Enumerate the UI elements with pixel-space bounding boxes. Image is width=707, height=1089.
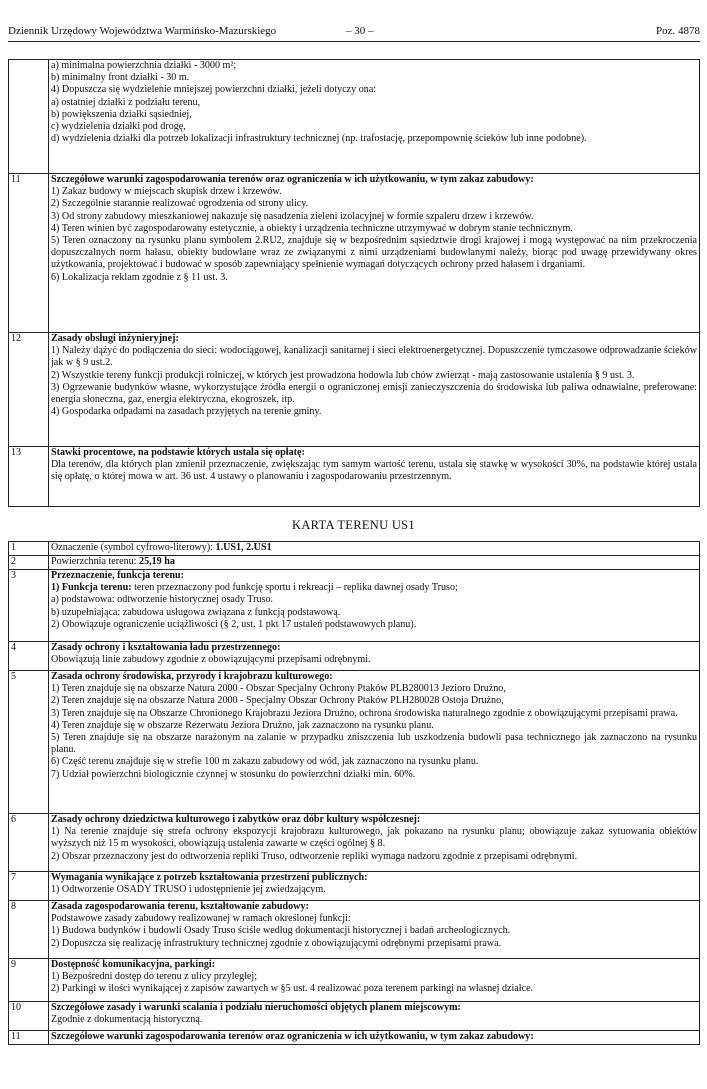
row-line: c) wydzielenia działki pod drogę, <box>51 121 186 133</box>
row-paragraph: d) wydzielenia działki dla potrzeb lokalizacji infrastruktury technicznej (np. trafostację, przepompownię ścieków lub inne podobne). <box>51 133 587 145</box>
row-content <box>49 174 700 333</box>
row-content <box>49 814 700 872</box>
table-row <box>9 642 700 671</box>
row-number: 9 <box>9 959 49 1002</box>
row-heading: Dostępność komunikacyjna, parkingi: <box>51 959 216 970</box>
table-row <box>9 959 700 1002</box>
row-number: 3 <box>9 570 49 642</box>
row-paragraph: Zgodnie z dokumentacją historyczną. <box>51 1014 203 1026</box>
row-paragraph: 5) Teren znajduje się na obszarze narażonym na zalanie w przypadku zniszczenia lub uszkodzenia budowli pasa technicznego jak zaznaczono na rysunku planu. <box>51 732 697 756</box>
row-number <box>9 60 49 174</box>
row-heading: Wymagania wynikające z potrzeb kształtowania przestrzeni publicznych: <box>51 872 368 883</box>
row-number: 11 <box>9 174 49 333</box>
row-content <box>49 671 700 814</box>
row-paragraph: 3) Teren znajduje się na Obszarze Chronionego Krajobrazu Jeziora Drużno, ochrona środowiska naturalnego zgodnie z obowiązującymi przepisami prawa. <box>51 707 678 719</box>
position-number: Poz. 4878 <box>656 25 700 37</box>
table-row <box>9 1031 700 1045</box>
row-content <box>49 901 700 959</box>
row-paragraph: 4) Teren znajduje się w obszarze Rezerwatu Jeziora Drużno, jak zaznaczono na rysunku planu. <box>51 719 434 731</box>
row-paragraph: 4) Gospodarka odpadami na zasadach przyjętych na terenie gminy. <box>51 406 322 418</box>
row-heading: Zasady ochrony i kształtowania ładu przestrzennego: <box>51 642 281 653</box>
row-paragraph: 2) Szczególnie starannie realizować ogrodzenia od strony ulicy. <box>51 198 309 210</box>
page-header <box>8 24 700 38</box>
row-paragraph: Dla terenów, dla których plan zmienił przeznaczenie, zwiększając tym samym wartość terenu, ustala się stawkę w wysokości 30%, na podstawie której ustala się opłatę, o której mowa w art. 36 ust. 4 ustawy o planowaniu i zagospodarowaniu przestrzennym. <box>51 459 697 483</box>
row-paragraph: 5) Teren oznaczony na rysunku planu symbolem 2.RU2, znajduje się w bezpośrednim sąsiedztwie drogi krajowej i mogą występować na nim przekroczenia dopuszczalnych norm hałasu, obiekty budowlane wraz ze związanymi z nimi urządzeniami budowlanymi należy, biorąc pod uwagę przewidywany okres użytkowania, projektować i budować w sposób zapewniający spełnienie wymagań dotyczących ochrony przed hałasem i drganiami. <box>51 235 697 271</box>
row-paragraph: 7) Udział powierzchni biologicznie czynnej w stosunku do powierzchni działki min. 60%. <box>51 768 416 780</box>
row-line: b) minimalny front działki - 30 m. <box>51 72 190 84</box>
row-paragraph: Obowiązują linie zabudowy zgodnie z obowiązującymi przepisami odrębnymi. <box>51 654 371 666</box>
row-paragraph <box>51 582 697 594</box>
row-number: 6 <box>9 814 49 872</box>
row-paragraph: 3) Ogrzewanie budynków własne, wykorzystujące źródła energii o ograniczonej emisji zanieczyszczenia do środowiska lub paliwa odnawialne, preferowane: energia słoneczna, gaz, energia elektryczna, ekogroszek, itp. <box>51 381 697 406</box>
row-paragraph: 2) Parkingi w ilości wynikającej z zapisów zawartych w §5 ust. 4 realizować poza terenem parkingi na własnej działce. <box>51 983 534 995</box>
row-heading: Szczegółowe warunki zagospodarowania terenów oraz ograniczenia w ich użytkowaniu, w tym zakaz zabudowy: <box>51 174 534 185</box>
table-row <box>9 671 700 814</box>
row-number: 11 <box>9 1031 49 1045</box>
row-heading: Zasady obsługi inżynieryjnej: <box>51 333 179 344</box>
table-row <box>9 814 700 872</box>
row-content <box>49 570 700 642</box>
table-row <box>9 556 700 570</box>
row-label: Powierzchnia terenu: <box>51 556 140 567</box>
row-paragraph: 6) Lokalizacja reklam zgodnie z § 11 ust. 3. <box>51 271 228 283</box>
row-paragraph: 6) Część terenu znajduje się w strefie 100 m zakazu zabudowy od wód, jak zaznaczono na rysunku planu. <box>51 756 479 768</box>
row-value: 25,19 ha <box>139 556 175 567</box>
row-paragraph: 2) Dopuszcza się realizację infrastruktury technicznej zgodnie z obowiązującymi odrębnymi przepisami prawa. <box>51 937 502 949</box>
row-paragraph: b) uzupełniająca: zabudowa usługowa związana z funkcją podstawową. <box>51 606 341 618</box>
row-number: 7 <box>9 872 49 901</box>
row-heading: Stawki procentowe, na podstawie których ustala się opłatę: <box>51 447 305 458</box>
row-number: 5 <box>9 671 49 814</box>
row-heading: Szczegółowe warunki zagospodarowania terenów oraz ograniczenia w ich użytkowaniu, w tym zakaz zabudowy: <box>51 1031 534 1042</box>
row-paragraph: 2) Wszystkie tereny funkcji produkcji rolniczej, w których jest prowadzona hodowla lub chów zwierząt - mają zastosowanie ustalenia § 9 ust. 3. <box>51 369 635 381</box>
row-heading: Zasady ochrony dziedzictwa kulturowego i zabytków oraz dóbr kultury współczesnej: <box>51 814 421 825</box>
row-content <box>49 333 700 447</box>
row-content <box>49 959 700 1002</box>
row-content <box>49 60 700 174</box>
table-row <box>9 542 700 556</box>
table-row <box>9 570 700 642</box>
table-row <box>9 174 700 333</box>
row-number: 1 <box>9 542 49 556</box>
row-line: b) powiększenia działki sąsiedniej, <box>51 108 192 120</box>
row-paragraph: 1) Budowa budynków i budowli Osady Truso ściśle według dokumentacji historycznej i badań archeologicznych. <box>51 925 511 937</box>
row-content <box>49 872 700 901</box>
row-content <box>49 542 700 556</box>
row-paragraph: 1) Na terenie znajduje się strefa ochrony ekspozycji krajobrazu kulturowego, jak pokazano na rysunku planu; obowiązuje zakaz sytuowania obiektów wyższych niż 15 m wysokości, obowiązują ustalenia zawarte w części ogólnej § 8. <box>51 826 697 850</box>
row-number: 13 <box>9 447 49 507</box>
table-row <box>9 447 700 507</box>
row-lead: 1) Funkcja terenu: <box>51 582 132 594</box>
table-row <box>9 1002 700 1031</box>
row-paragraph: 1) Należy dążyć do podłączenia do sieci: wodociągowej, kanalizacji sanitarnej i sieci elektroenergetycznej. Dopuszczenie tymczasowe odprowadzanie ścieków jak w § 9 ust.2. <box>51 345 697 369</box>
row-paragraph: 3) Od strony zabudowy mieszkaniowej nakazuje się nasadzenia zieleni izolacyjnej w formie szpaleru drzew i krzewów. <box>51 210 534 222</box>
section-title: KARTA TERENU US1 <box>292 518 415 532</box>
row-content <box>49 1002 700 1031</box>
row-line: 4) Dopuszcza się wydzielenie mniejszej powierzchni działki, jeżeli dotyczy ona: <box>51 84 377 96</box>
row-paragraph: 1) Teren znajduje się na obszarze Natura 2000 - Obszar Specjalny Ochrony Ptaków PLB280013 Jezioro Drużno, <box>51 683 506 695</box>
table-row <box>9 901 700 959</box>
row-number: 4 <box>9 642 49 671</box>
row-heading: Przeznaczenie, funkcja terenu: <box>51 570 184 581</box>
table-row <box>9 60 700 174</box>
row-paragraph: 2) Obowiązuje ograniczenie uciążliwości (§ 2, ust. 1 pkt 17 ustaleń podstawowych planu). <box>51 618 417 630</box>
row-lead-rest: teren przeznaczony pod funkcję sportu i rekreacji – replika dawnej osady Truso; <box>131 582 458 594</box>
row-content <box>49 447 700 507</box>
row-paragraph: 2) Obszar przeznaczony jest do odtworzenia repliki Truso, odtworzenie repliki wymaga nadzoru zgodnie z przepisami odrębnymi. <box>51 850 578 862</box>
journal-title: Dziennik Urzędowy Województwa Warmińsko-Mazurskiego <box>8 25 277 37</box>
row-number: 8 <box>9 901 49 959</box>
row-content <box>49 1031 700 1045</box>
row-content <box>49 642 700 671</box>
row-paragraph: 2) Teren znajduje się na obszarze Natura 2000 - Specjalny Obszar Ochrony Ptaków PLH280028 Ostoja Drużno, <box>51 695 504 707</box>
site-card-table <box>8 541 700 1045</box>
header-rule <box>8 41 700 42</box>
row-line: a) ostatniej działki z podziału terenu, <box>51 96 201 108</box>
row-paragraph: 1) Bezpośredni dostęp do terenu z ulicy przyległej; <box>51 971 258 983</box>
row-heading: Zasada ochrony środowiska, przyrody i krajobrazu kulturowego: <box>51 671 333 682</box>
table-row <box>9 872 700 901</box>
row-paragraph: 1) Odtworzenie OSADY TRUSO i udostępnienie jej zwiedzającym. <box>51 884 326 896</box>
row-content <box>49 556 700 570</box>
row-number: 12 <box>9 333 49 447</box>
row-label: Oznaczenie (symbol cyfrowo-literowy): <box>51 542 216 553</box>
row-value: 1.US1, 2.US1 <box>215 542 272 553</box>
continuation-table <box>8 59 700 507</box>
row-heading: Szczegółowe zasady i warunki scalania i podziału nieruchomości objętych planem miejscowym: <box>51 1002 461 1013</box>
table-row <box>9 333 700 447</box>
row-paragraph: Podstawowe zasady zabudowy realizowanej w ramach określonej funkcji: <box>51 913 351 925</box>
page-number: – 30 – <box>346 25 374 37</box>
row-paragraph: a) podstawowa: odtworzenie historycznej osady Truso. <box>51 594 274 606</box>
row-paragraph: 1) Zakaz budowy w miejscach skupisk drzew i krzewów. <box>51 186 282 198</box>
row-paragraph: 4) Teren winien być zagospodarowany estetycznie, a obiekty i urządzenia techniczne utrzymywać w dobrym stanie technicznym. <box>51 222 573 234</box>
row-line: a) minimalna powierzchnia działki - 3000 m²; <box>51 60 237 71</box>
row-heading: Zasada zagospodarowania terenu, kształtowanie zabudowy: <box>51 901 309 912</box>
row-number: 10 <box>9 1002 49 1031</box>
row-number: 2 <box>9 556 49 570</box>
